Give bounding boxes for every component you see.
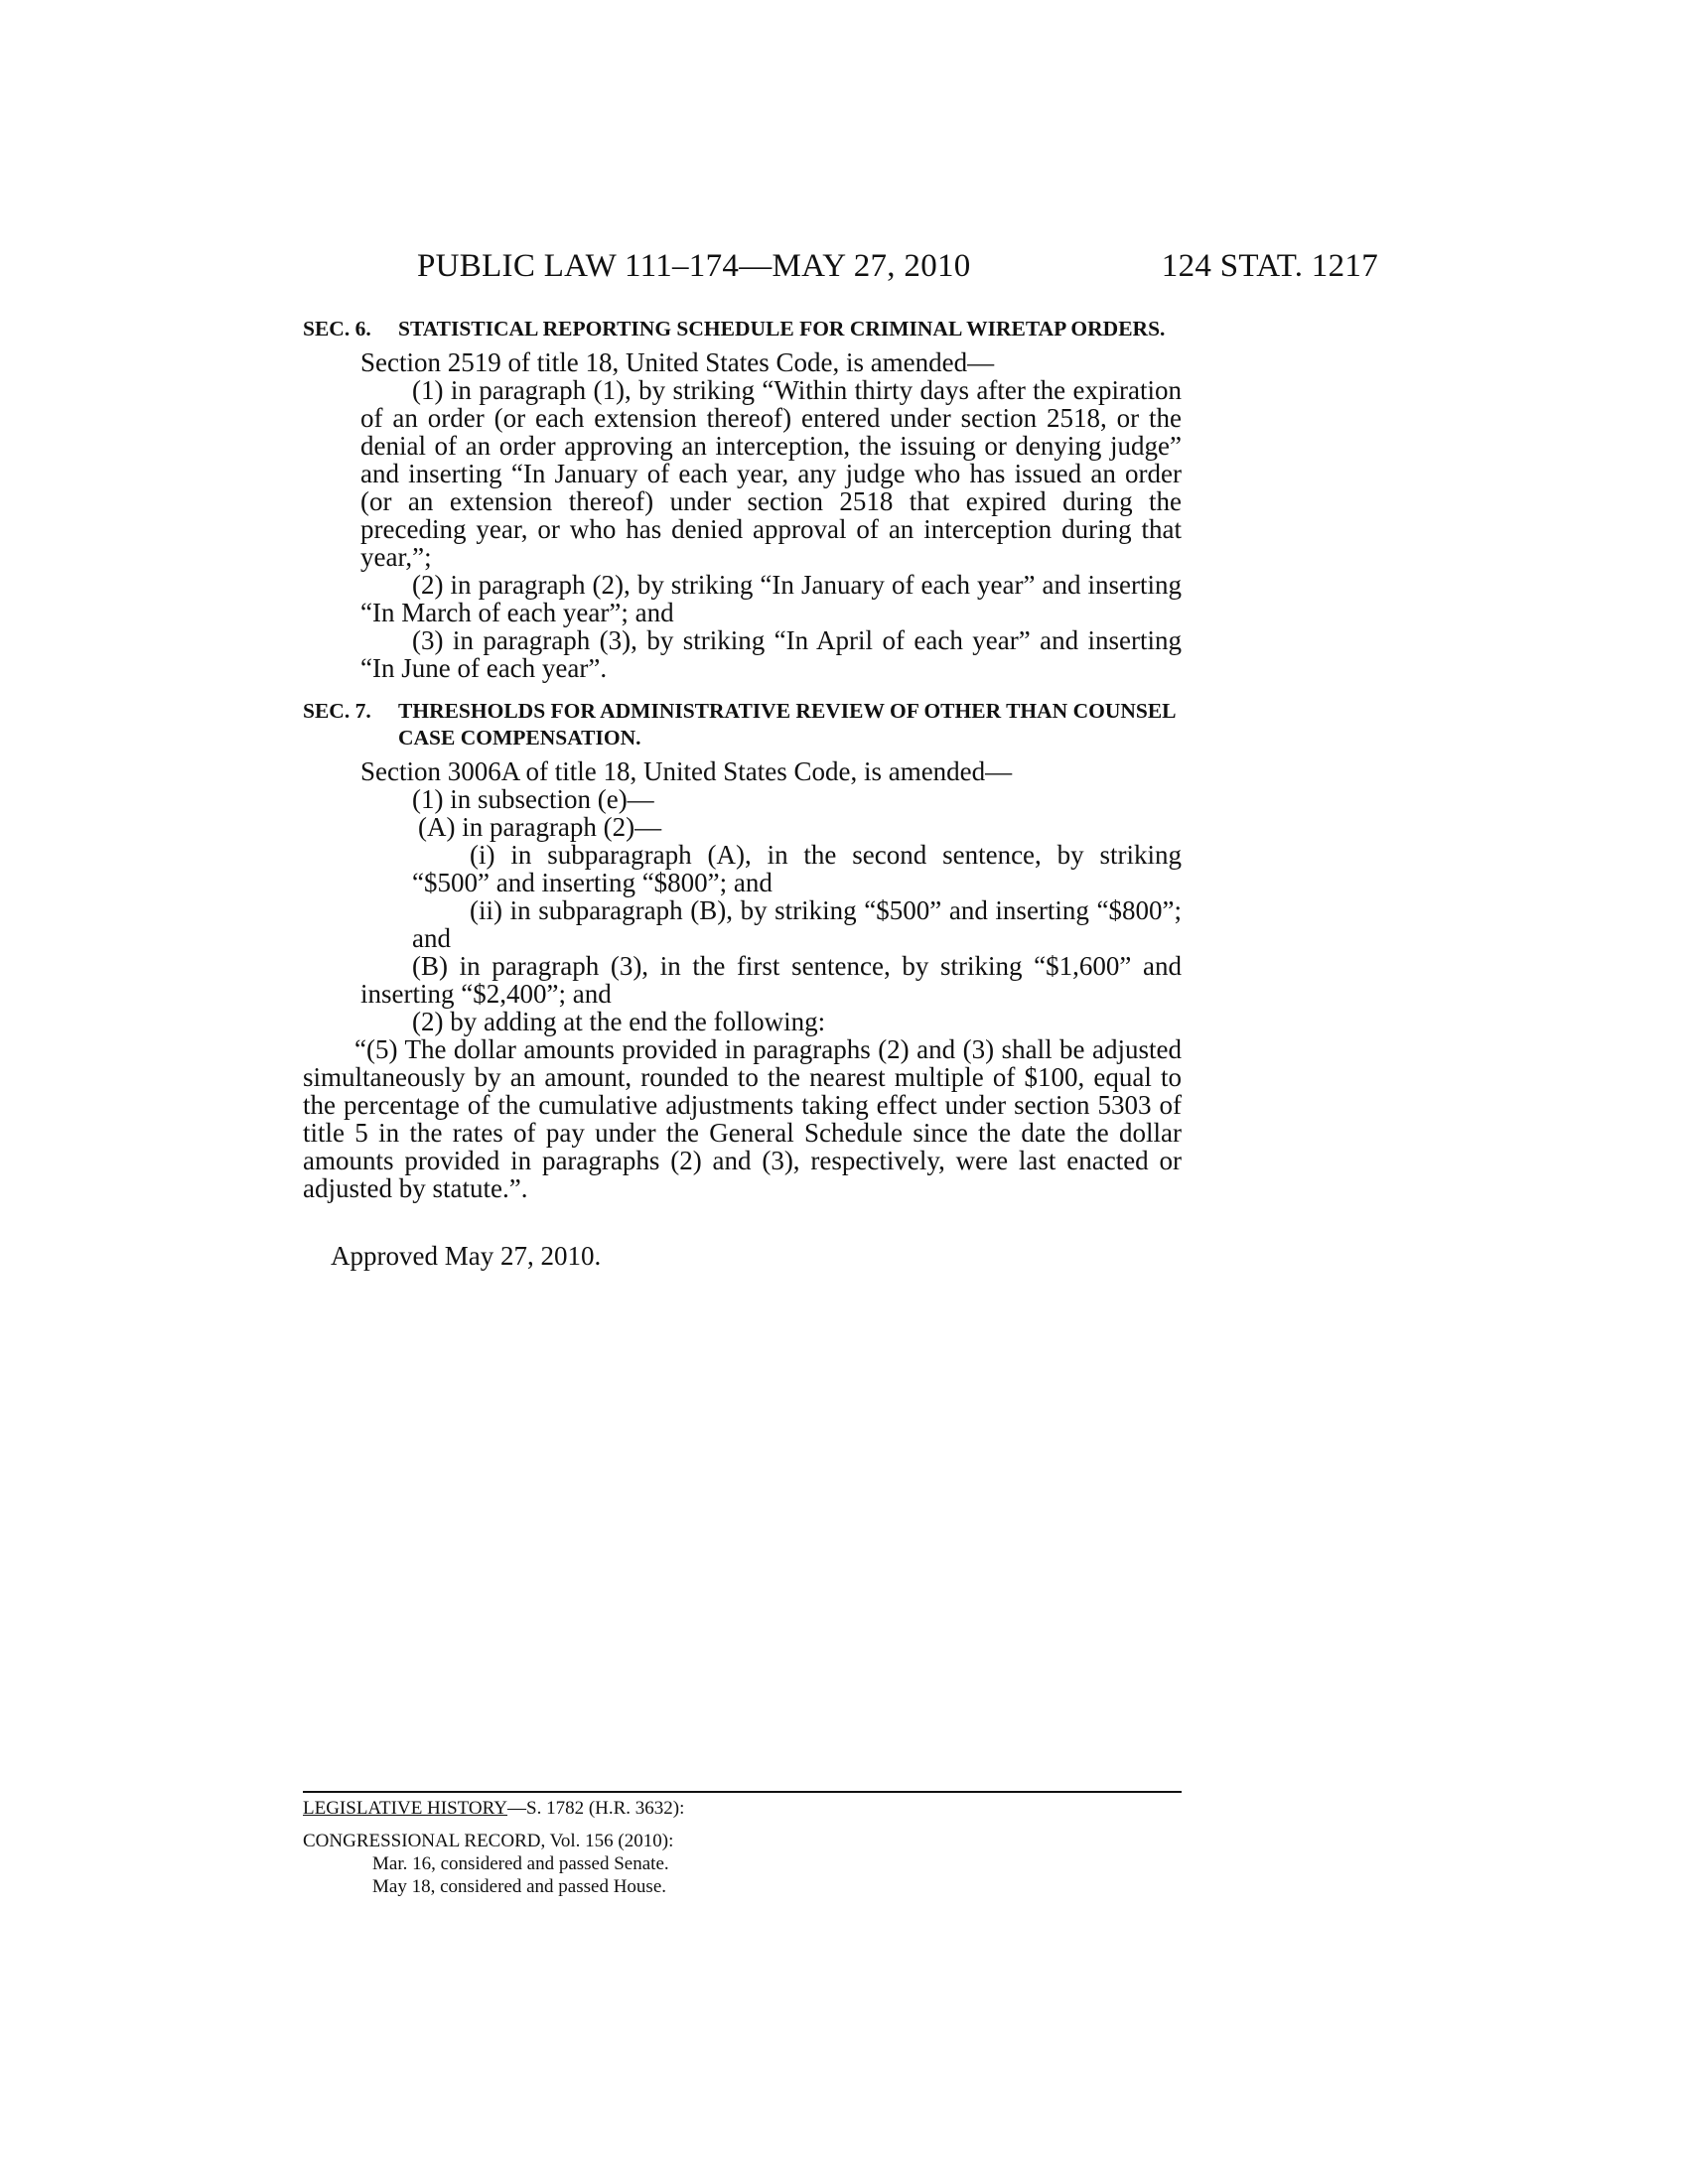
page-header (417, 248, 1378, 288)
section-6-heading (303, 316, 1182, 342)
section-6-item-3: (3) in paragraph (3), by striking “In April of each year” and inserting “In June of each year”. (360, 625, 1182, 683)
section-7-item-2: (2) by adding at the end the following: (412, 1007, 826, 1036)
section-6-intro: Section 2519 of title 18, United States Code, is amended— (360, 347, 995, 377)
section-7-number: SEC. 7. (303, 699, 371, 723)
section-7-heading (303, 698, 1182, 751)
section-6-item-1: (1) in paragraph (1), by striking “Within thirty days after the expiration of an order (or each extension thereof) entered under section 2518, or the denial of an order approving an interception, the issuing or denying judge” and inserting “In January of each year, any judge who has issued an order (or an extension thereof) under section 2518 that expired during the preceding year, or who has denied approval of an interception during that year,”; (360, 375, 1182, 572)
page-number: 124 STAT. 1217 (1161, 248, 1378, 284)
legislative-history-bill: —S. 1782 (H.R. 3632): (507, 1798, 685, 1819)
section-7-quoted-paragraph: “(5) The dollar amounts provided in paragraphs (2) and (3) shall be adjusted simultaneously by an amount, rounded to the nearest multiple of $100, equal to the percentage of the cumulative adjustments taking effect under section 5303 of title 5 in the rates of pay under the General Schedule since the date the dollar amounts provided in paragraphs (2) and (3), respectively, were last enacted or adjusted by statute.”. (303, 1034, 1182, 1203)
section-6-number: SEC. 6. (303, 317, 371, 341)
section-7-title: THRESHOLDS FOR ADMINISTRATIVE REVIEW OF OTHER THAN COUNSEL CASE COMPENSATION. (398, 699, 1176, 750)
legislative-history-footnote (303, 1791, 1182, 1898)
running-head: PUBLIC LAW 111–174—MAY 27, 2010 (417, 248, 971, 284)
section-7-item-1-A-i: (i) in subparagraph (A), in the second sentence, by striking “$500” and inserting “$800”; and (412, 840, 1182, 897)
footnote-rule (303, 1791, 1182, 1793)
document-body (303, 316, 1182, 1270)
section-7-item-1: (1) in subsection (e)— (412, 784, 654, 814)
legislative-history-label: LEGISLATIVE HISTORY (303, 1798, 508, 1819)
history-entry: May 18, considered and passed House. (372, 1876, 667, 1897)
history-entry: Mar. 16, considered and passed Senate. (372, 1853, 669, 1874)
section-6-item-2: (2) in paragraph (2), by striking “In January of each year” and inserting “In March of each year”; and (360, 570, 1182, 627)
section-6-title: STATISTICAL REPORTING SCHEDULE FOR CRIMINAL WIRETAP ORDERS. (398, 317, 1166, 341)
section-7-intro: Section 3006A of title 18, United States Code, is amended— (360, 756, 1013, 786)
congressional-record-line: CONGRESSIONAL RECORD, Vol. 156 (2010): (303, 1831, 674, 1851)
section-7-item-1-B: (B) in paragraph (3), in the first sentence, by striking “$1,600” and inserting “$2,400”; and (360, 951, 1182, 1009)
section-7-item-1-A-ii: (ii) in subparagraph (B), by striking “$500” and inserting “$800”; and (412, 895, 1182, 953)
section-7-item-1-A: (A) in paragraph (2)— (418, 812, 662, 842)
approved-date: Approved May 27, 2010. (331, 1241, 602, 1271)
legislative-history-line (303, 1797, 1182, 1820)
